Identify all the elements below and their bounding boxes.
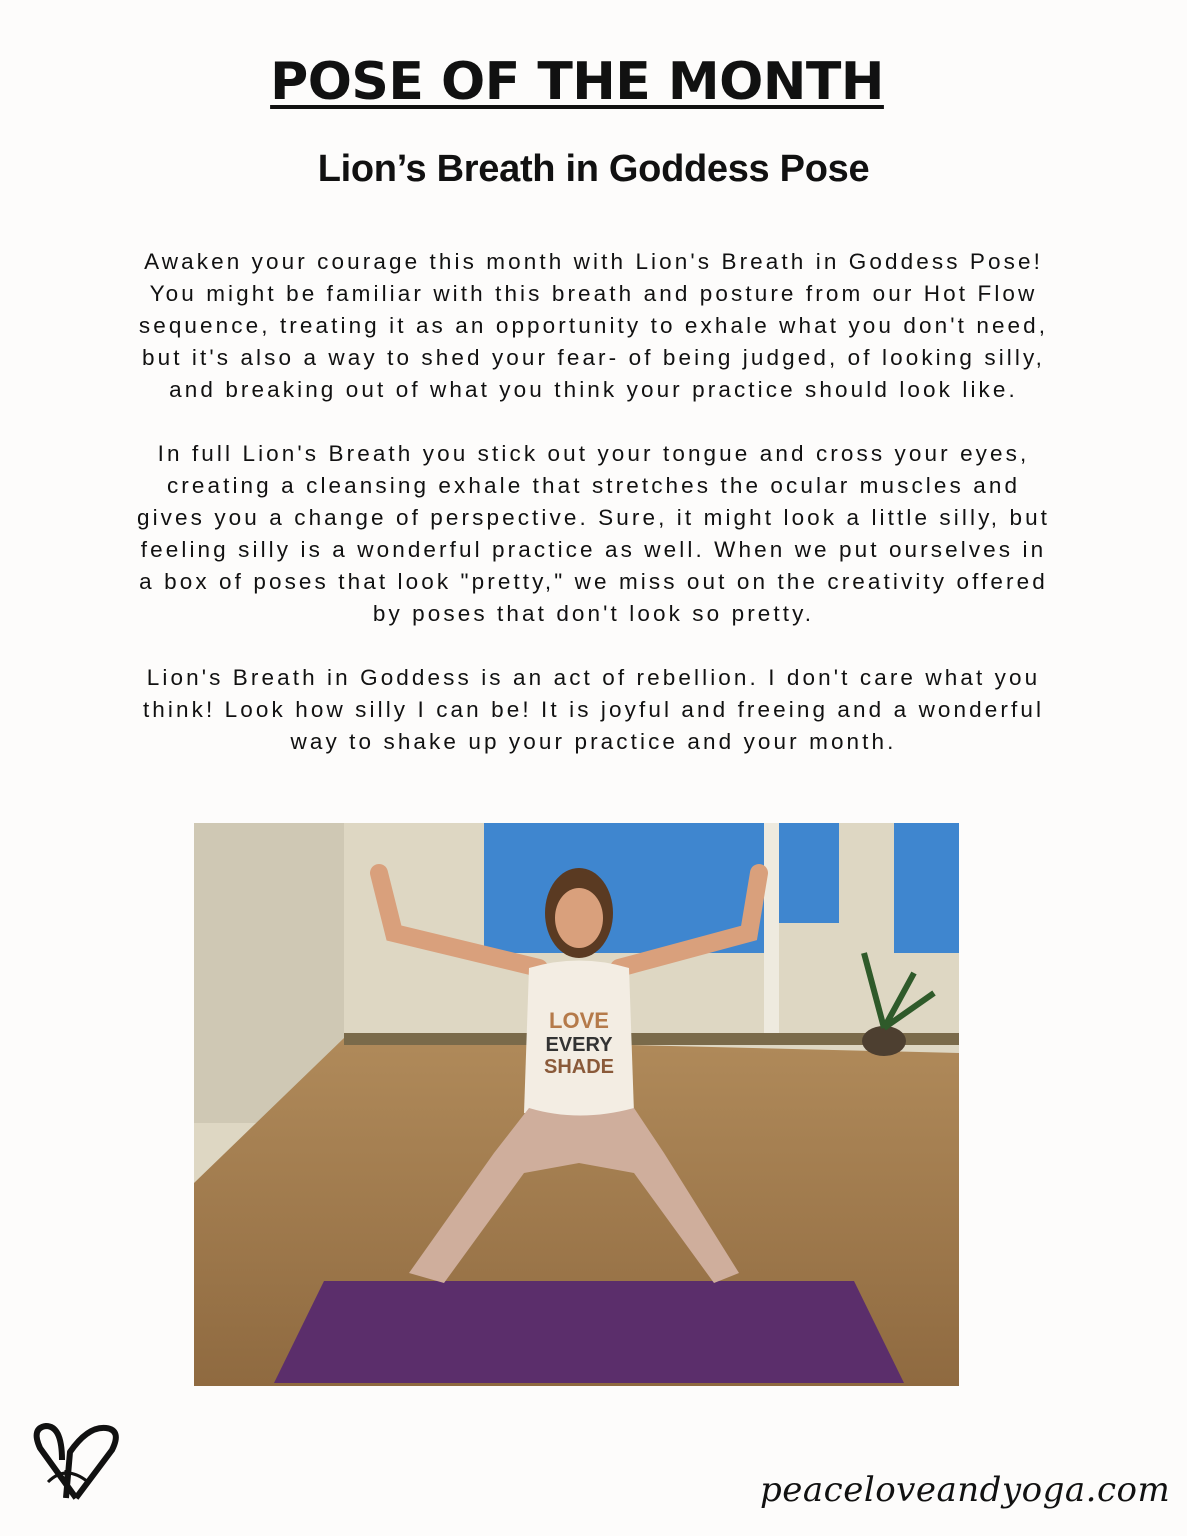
paragraph-intro	[0, 246, 1187, 406]
page-subtitle: Lion’s Breath in Goddess Pose	[317, 148, 870, 190]
text-line: feeling silly is a wonderful practice as well. When we put ourselves in	[140, 537, 1047, 562]
text-line: and breaking out of what you think your practice should look like.	[169, 377, 1018, 402]
shirt-text-every: EVERY	[545, 1034, 613, 1056]
peace-heart-logo	[26, 1420, 122, 1502]
page-title: POSE OF THE MONTH	[270, 52, 884, 112]
website-signature: peaceloveandyoga.com	[760, 1470, 1171, 1510]
text-line: gives you a change of perspective. Sure, it might look a little silly, but	[136, 505, 1051, 530]
text-line: Lion's Breath in Goddess is an act of rebellion. I don't care what you	[146, 665, 1041, 690]
text-line: but it's also a way to shed your fear- of being judged, of looking silly,	[141, 345, 1046, 370]
paragraph-rebellion	[0, 662, 1187, 758]
text-line: by poses that don't look so pretty.	[372, 601, 815, 626]
text-line: think! Look how silly I can be! It is joyful and freeing and a wonderful	[142, 697, 1045, 722]
shirt-text-shade: SHADE	[543, 1056, 615, 1078]
shirt-text-love: LOVE	[549, 1008, 609, 1033]
text-line: In full Lion's Breath you stick out your tongue and cross your eyes,	[157, 441, 1030, 466]
text-line: way to shake up your practice and your month.	[290, 729, 897, 754]
text-line: You might be familiar with this breath and posture from our Hot Flow	[149, 281, 1038, 306]
text-line: creating a cleansing exhale that stretches the ocular muscles and	[166, 473, 1021, 498]
text-line: Awaken your courage this month with Lion's Breath in Goddess Pose!	[144, 249, 1043, 274]
goddess-pose-photo	[194, 823, 959, 1386]
text-line: a box of poses that look "pretty," we miss out on the creativity offered	[139, 569, 1048, 594]
paragraph-full-lions-breath	[0, 438, 1187, 630]
text-line: sequence, treating it as an opportunity to exhale what you don't need,	[138, 313, 1049, 338]
